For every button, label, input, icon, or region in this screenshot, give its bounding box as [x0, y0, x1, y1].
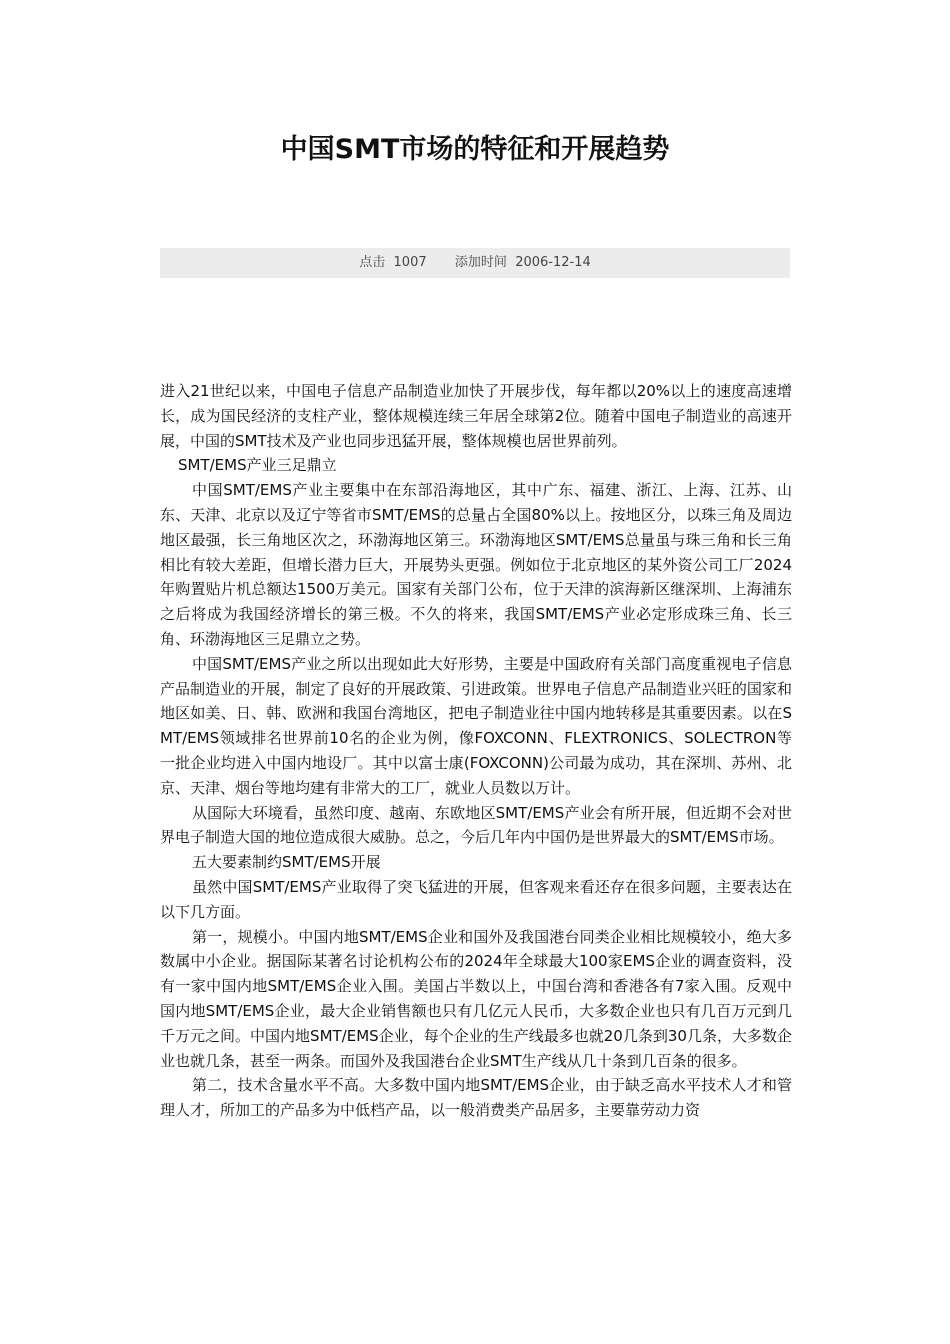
paragraph: 第一，规模小。中国内地SMT/EMS企业和国外及我国港台同类企业相比规模较小，绝大多数属中小企业。据国际某著名讨论机构公布的2024年全球最大100家EMS企业的调查资料，没有一家中国内地SMT/EMS企业入围。美国占半数以上，中国台湾和香港各有7家入围。反观中国内地SMT/EMS企业，最大企业销售额也只有几亿元人民币，大多数企业也只有几百万元到几千万元之间。中国内地SMT/EMS企业，每个企业的生产线最多也就20几条到30几条，大多数企业也就几条，甚至一两条。而国外及我国港台企业SMT生产线从几十条到几百条的很多。: [160, 927, 792, 1070]
paragraph: 中国SMT/EMS产业之所以出现如此大好形势，主要是中国政府有关部门高度重视电子信息产品制造业的开展，制定了良好的开展政策、引进政策。世界电子信息产品制造业兴旺的国家和地区如美、日、韩、欧洲和我国台湾地区，把电子制造业往中国内地转移是其重要因素。以在SMT/EMS领域排名世界前10名的企业为例，像FOXCONN、FLEXTRONICS、SOLECTRON等一批企业均进入中国内地设厂。其中以富士康(FOXCONN)公司最为成功，其在深圳、苏州、北京、天津、烟台等地均建有非常大的工厂，就业人员数以万计。: [160, 654, 792, 797]
paragraph: 第二，技术含量水平不高。大多数中国内地SMT/EMS企业，由于缺乏高水平技术人才和管理人才，所加工的产品多为中低档产品，以一般消费类产品居多，主要靠劳动力资: [160, 1076, 792, 1120]
clicks-count: 1007: [393, 255, 427, 270]
section-heading-three-regions: SMT/EMS产业三足鼎立: [178, 456, 337, 475]
paragraph: 虽然中国SMT/EMS产业取得了突飞猛进的开展，但客观来看还存在很多问题，主要表达在以下几方面。: [160, 877, 792, 921]
date-value: 2006-12-14: [515, 255, 591, 270]
paragraph-intro: 进入21世纪以来，中国电子信息产品制造业加快了开展步伐，每年都以20%以上的速度高速增长，成为国民经济的支柱产业，整体规模连续三年居全球第2位。随着中国电子制造业的高速开展，中国的SMT技术及产业也同步迅猛开展，整体规模也居世界前列。: [160, 382, 792, 450]
article-body: [160, 379, 792, 1123]
clicks-label: 点击: [359, 255, 386, 270]
paragraph: 中国SMT/EMS产业主要集中在东部沿海地区，其中广东、福建、浙江、上海、江苏、山东、天津、北京以及辽宁等省市SMT/EMS的总量占全国80%以上。按地区分，以珠三角及周边地区最强，长三角地区次之，环渤海地区第三。环渤海地区SMT/EMS总量虽与珠三角和长三角相比有较大差距，但增长潜力巨大，开展势头更强。例如位于北京地区的某外资公司工厂2024年购置贴片机总额达1500万美元。国家有关部门公布，位于天津的滨海新区继深圳、上海浦东之后将成为我国经济增长的第三极。不久的将来，我国SMT/EMS产业必定形成珠三角、长三角、环渤海地区三足鼎立之势。: [160, 481, 792, 648]
page-title: 中国SMT市场的特征和开展趋势: [280, 134, 670, 165]
paragraph: 从国际大环境看，虽然印度、越南、东欧地区SMT/EMS产业会有所开展，但近期不会对世界电子制造大国的地位造成很大威胁。总之，今后几年内中国仍是世界最大的SMT/EMS市场。: [160, 803, 792, 847]
section-heading-five-factors: 五大要素制约SMT/EMS开展: [192, 853, 381, 872]
article-meta-bar: [160, 248, 790, 278]
date-label: 添加时间: [454, 255, 507, 270]
